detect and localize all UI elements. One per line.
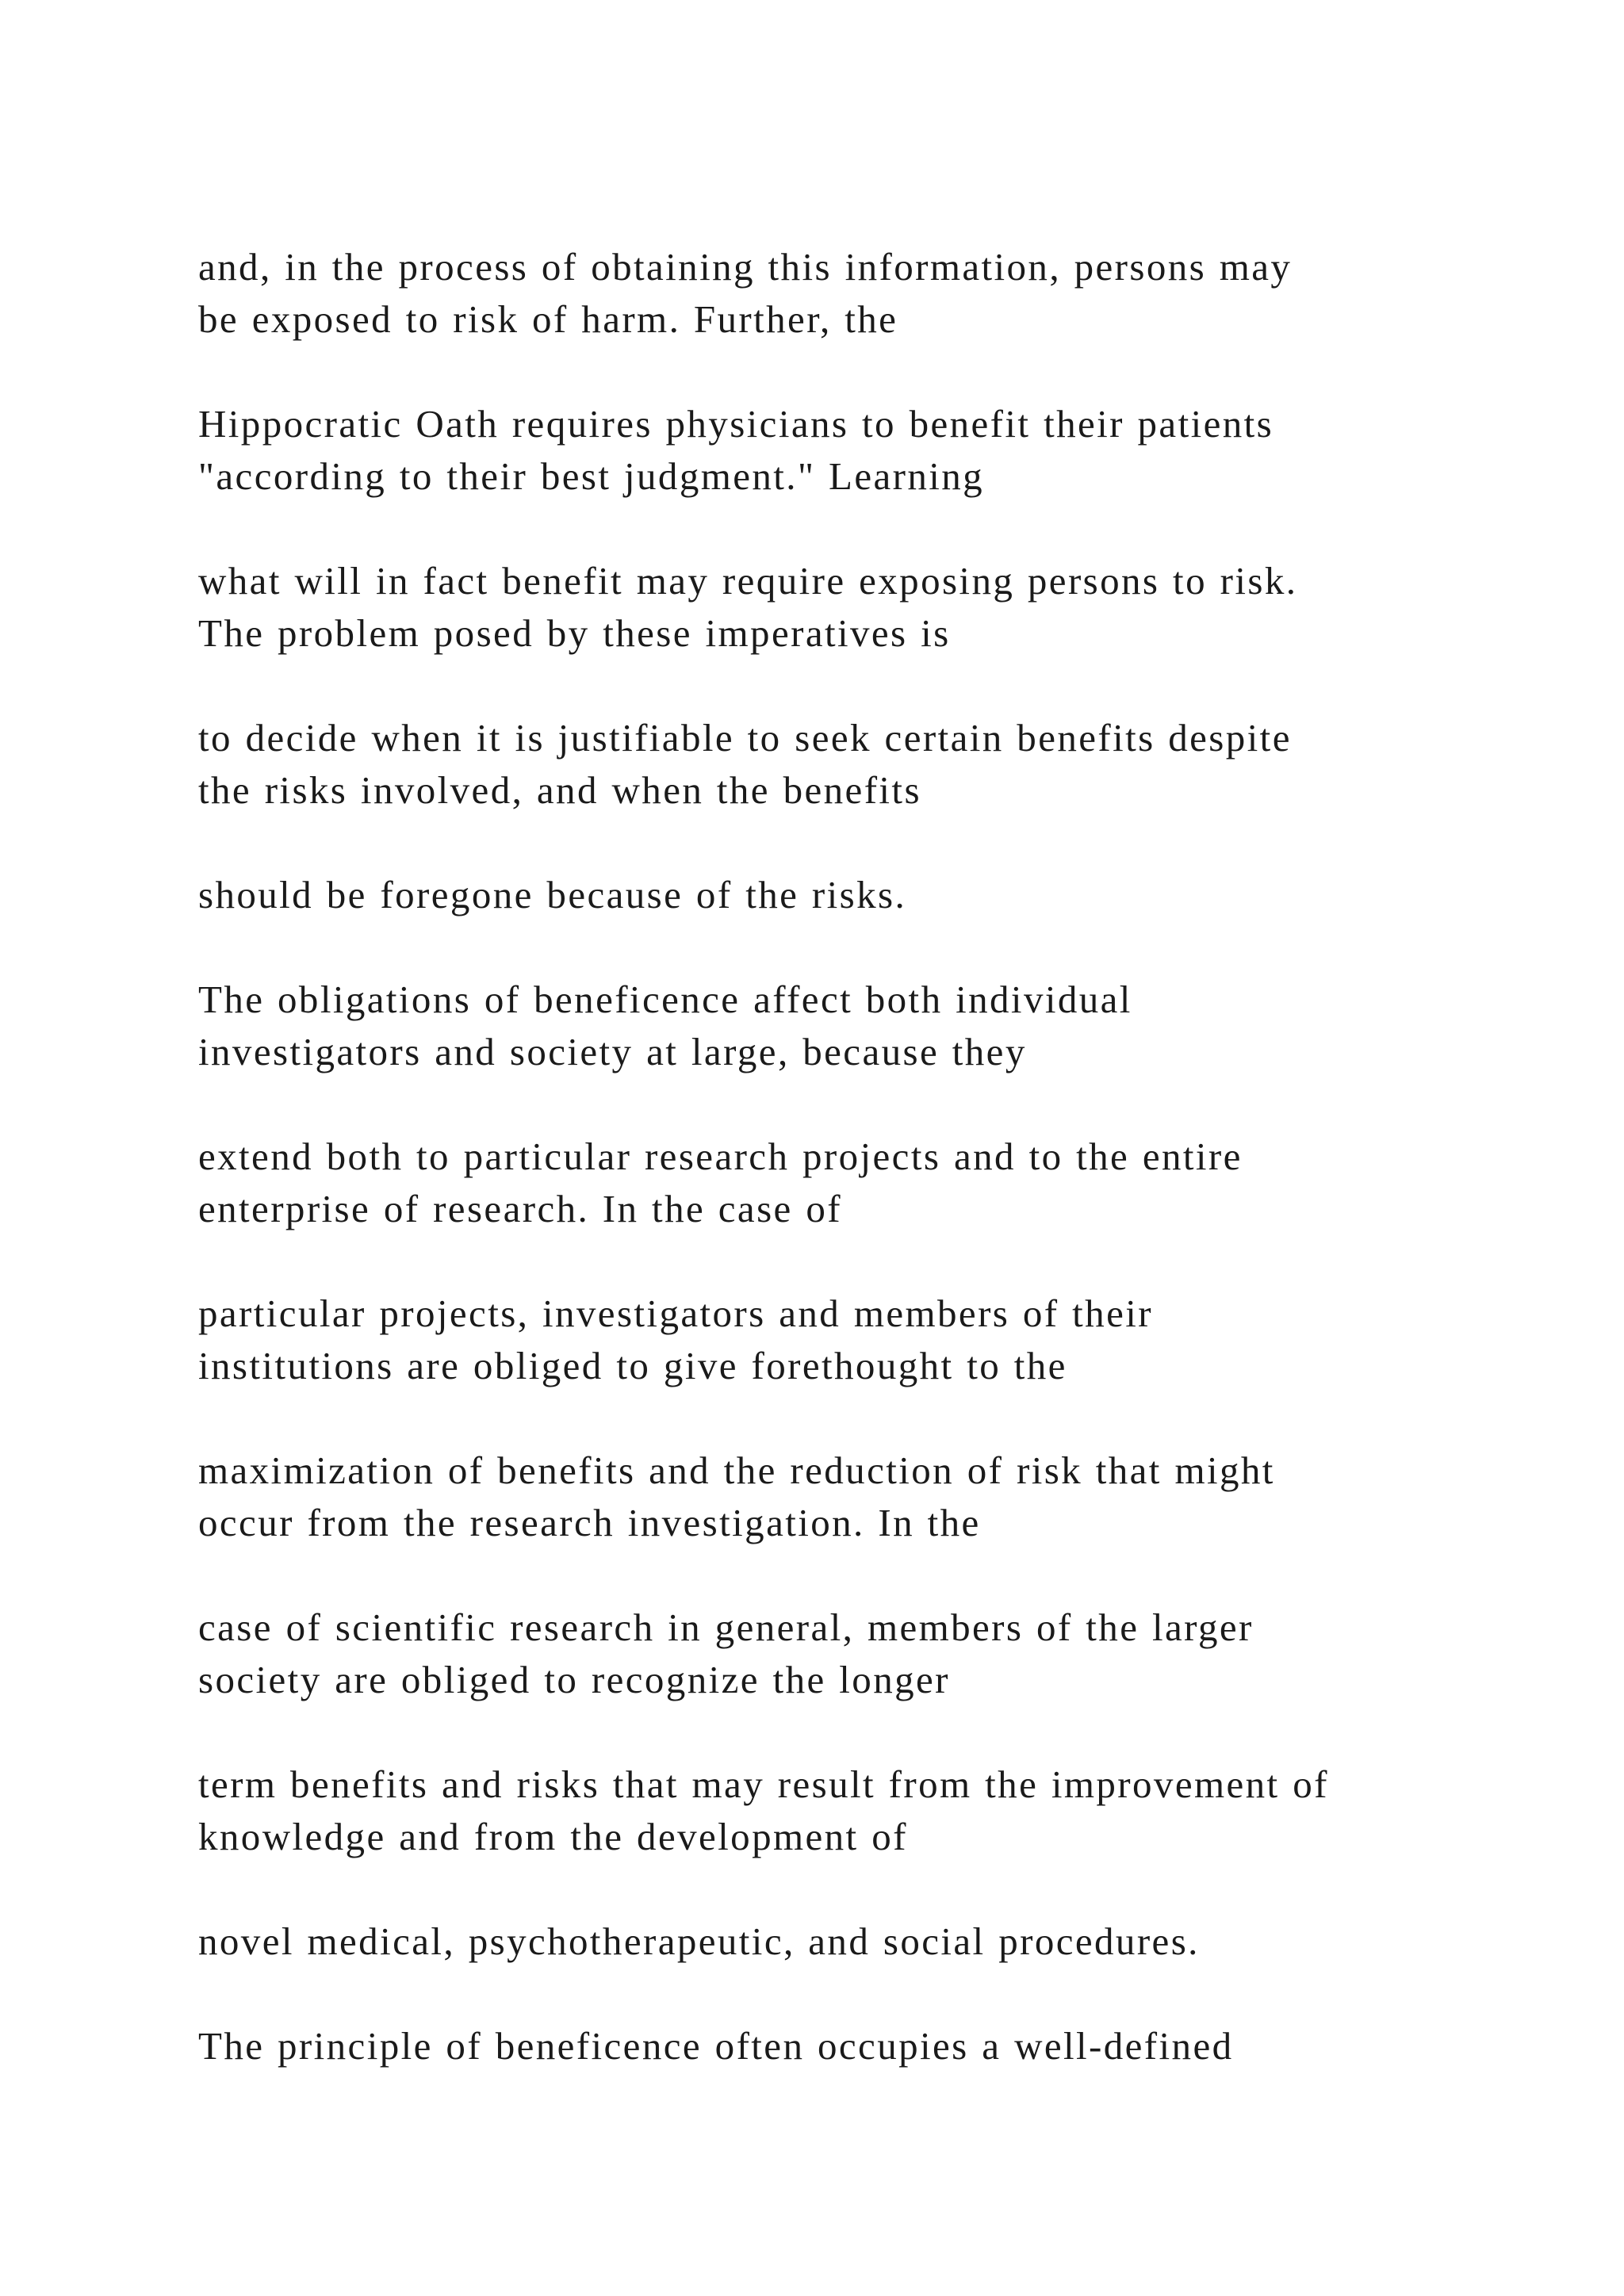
text-line: society are obliged to recognize the longer	[198, 1658, 950, 1701]
paragraph	[198, 1758, 1546, 1863]
text-line: Hippocratic Oath requires physicians to benefit their patients	[198, 402, 1274, 446]
document-body	[198, 241, 1546, 2125]
text-line: to decide when it is justifiable to seek certain benefits despite	[198, 716, 1292, 760]
text-line: novel medical, psychotherapeutic, and social procedures.	[198, 1919, 1200, 1963]
text-line: institutions are obliged to give forethought to the	[198, 1344, 1067, 1387]
paragraph	[198, 869, 1546, 921]
text-line: be exposed to risk of harm. Further, the	[198, 297, 898, 341]
text-line: extend both to particular research projects and to the entire	[198, 1135, 1243, 1178]
text-line: knowledge and from the development of	[198, 1815, 908, 1858]
text-line: and, in the process of obtaining this information, persons may	[198, 245, 1293, 289]
paragraph	[198, 712, 1546, 817]
text-line: what will in fact benefit may require exposing persons to risk.	[198, 559, 1298, 603]
text-line: particular projects, investigators and members of their	[198, 1292, 1153, 1335]
text-line: case of scientific research in general, members of the larger	[198, 1605, 1254, 1649]
text-line: maximization of benefits and the reduction of risk that might	[198, 1448, 1275, 1492]
text-line: enterprise of research. In the case of	[198, 1187, 842, 1230]
text-line: "according to their best judgment." Learning	[198, 454, 985, 498]
paragraph	[198, 974, 1546, 1078]
paragraph	[198, 1445, 1546, 1549]
text-line: The obligations of beneficence affect both individual	[198, 978, 1132, 1021]
text-line: should be foregone because of the risks.	[198, 873, 907, 916]
paragraph	[198, 1288, 1546, 1392]
paragraph	[198, 1131, 1546, 1235]
paragraph	[198, 1601, 1546, 1706]
paragraph	[198, 398, 1546, 503]
text-line: occur from the research investigation. In the	[198, 1501, 981, 1544]
text-line: the risks involved, and when the benefits	[198, 768, 921, 812]
text-line: The problem posed by these imperatives is	[198, 611, 951, 655]
paragraph	[198, 241, 1546, 346]
paragraph	[198, 2020, 1546, 2072]
text-line: The principle of beneficence often occupies a well-defined	[198, 2024, 1234, 2068]
paragraph	[198, 1915, 1546, 1968]
text-line: term benefits and risks that may result from the improvement of	[198, 1762, 1329, 1806]
paragraph	[198, 555, 1546, 660]
text-line: investigators and society at large, because they	[198, 1030, 1027, 1073]
